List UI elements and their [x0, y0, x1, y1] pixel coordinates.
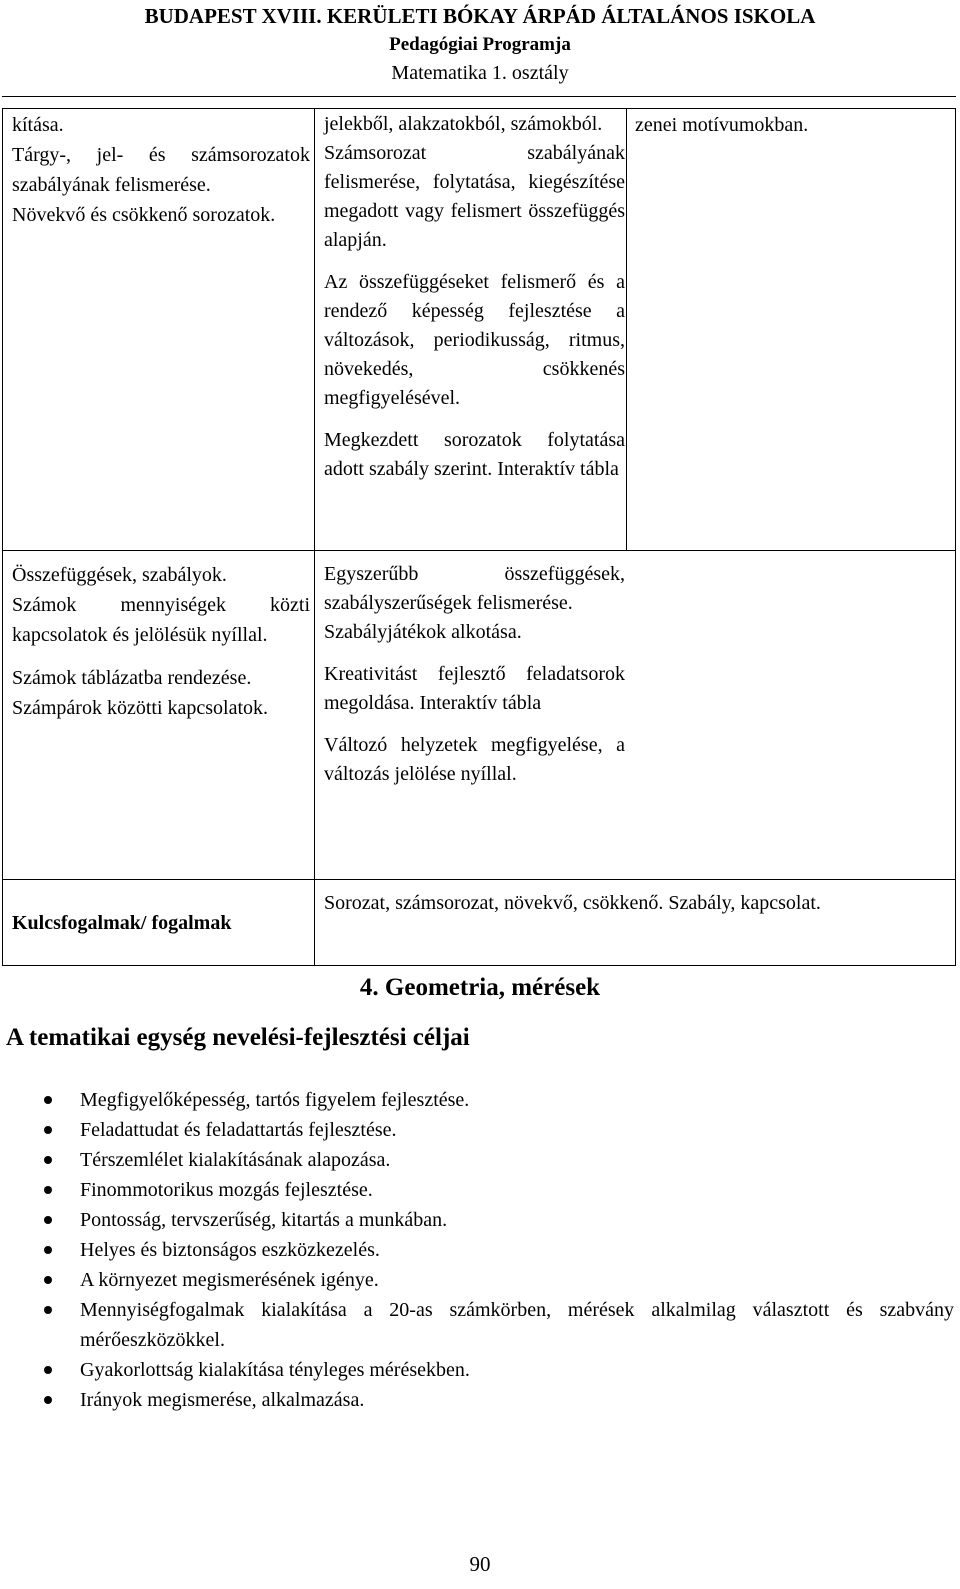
row2-activities [324, 560, 625, 789]
goals-title: A tematikai egység nevelési-fejlesztési céljai [6, 1024, 470, 1051]
list-item: Megfigyelőképesség, tartós figyelem fejlesztése. [0, 1085, 960, 1115]
activity-item: Egyszerűbb összefüggések, szabályszerűségek felismerése. [324, 563, 625, 614]
row-divider-1 [2, 550, 956, 551]
connection-item: zenei motívumokban. [635, 114, 809, 136]
column-divider-1 [314, 108, 315, 966]
topic-item: Számok táblázatba rendezése. [12, 667, 252, 689]
curriculum-table [2, 108, 956, 978]
section-title: 4. Geometria, mérések [359, 974, 601, 1001]
topic-item: kítása. [12, 114, 64, 136]
topic-item: Tárgy-, jel- és számsorozatok szabályának felismerése. [12, 144, 310, 196]
key-concepts-value: Sorozat, számsorozat, növekvő, csökkenő. Szabály, kapcsolat. [324, 892, 821, 914]
bullet-icon [44, 1276, 52, 1284]
key-concepts-label: Kulcsfogalmak/ fogalmak [12, 912, 232, 934]
list-item: Pontosság, tervszerűség, kitartás a munkában. [0, 1205, 960, 1235]
topic-item: Összefüggések, szabályok. [12, 564, 227, 586]
list-item: Mennyiségfogalmak kialakítása a 20-as számkörben, mérések alkalmilag választott és szabvány mérőeszközökkel. [0, 1295, 960, 1355]
list-item: Finommotorikus mozgás fejlesztése. [0, 1175, 960, 1205]
header-rule [2, 96, 956, 97]
subject-title: Matematika 1. osztály [391, 62, 569, 84]
list-item: Térszemlélet kialakításának alapozása. [0, 1145, 960, 1175]
list-item: A környezet megismerésének igénye. [0, 1265, 960, 1295]
bullet-icon [44, 1396, 52, 1404]
activity-item: Változó helyzetek megfigyelése, a változás jelölése nyíllal. [324, 734, 625, 785]
table-border-top [2, 108, 956, 109]
school-name: BUDAPEST XVIII. KERÜLETI BÓKAY ÁRPÁD ÁLTALÁNOS ISKOLA [144, 4, 816, 28]
row1-connections [635, 110, 945, 140]
bullet-icon [44, 1096, 52, 1104]
row2-topics [12, 560, 310, 723]
bullet-icon [44, 1216, 52, 1224]
bullet-icon [44, 1186, 52, 1194]
activity-item: Kreativitást fejlesztő feladatsorok megoldása. Interaktív tábla [324, 663, 625, 714]
program-title: Pedagógiai Programja [389, 34, 571, 55]
topic-item: Számpárok közötti kapcsolatok. [12, 697, 269, 719]
table-border-bottom [2, 965, 956, 966]
activity-item: Számsorozat szabályának felismerése, folytatása, kiegészítése megadott vagy felismert összefüggés alapján. [324, 142, 625, 251]
row1-topics [12, 110, 310, 230]
topic-item: Növekvő és csökkenő sorozatok. [12, 204, 276, 226]
bullet-icon [44, 1156, 52, 1164]
goals-list [0, 1085, 960, 1415]
bullet-icon [44, 1126, 52, 1134]
bullet-icon [44, 1366, 52, 1374]
table-border-right [955, 108, 956, 966]
activity-item: jelekből, alakzatokból, számokból. [324, 113, 603, 135]
bullet-icon [44, 1306, 52, 1314]
row-divider-2 [2, 879, 956, 880]
bullet-icon [44, 1246, 52, 1254]
activity-item: Szabályjátékok alkotása. [324, 621, 522, 643]
activity-item: Megkezdett sorozatok folytatása adott szabály szerint. Interaktív tábla [324, 429, 625, 480]
activity-item: Az összefüggéseket felismerő és a rendező képesség fejlesztése a változások, periodikusság, ritmus, növekedés, csökkenés megfigyelésével. [324, 271, 625, 409]
list-item: Feladattudat és feladattartás fejlesztése. [0, 1115, 960, 1145]
list-item: Irányok megismerése, alkalmazása. [0, 1385, 960, 1415]
list-item: Gyakorlottság kialakítása tényleges mérésekben. [0, 1355, 960, 1385]
table-border-left [2, 108, 3, 966]
list-item: Helyes és biztonságos eszközkezelés. [0, 1235, 960, 1265]
topic-item: Számok mennyiségek közti kapcsolatok és jelölésük nyíllal. [12, 594, 310, 646]
row1-activities [324, 110, 625, 484]
column-divider-2 [626, 108, 627, 550]
page-number: 90 [469, 1552, 491, 1576]
